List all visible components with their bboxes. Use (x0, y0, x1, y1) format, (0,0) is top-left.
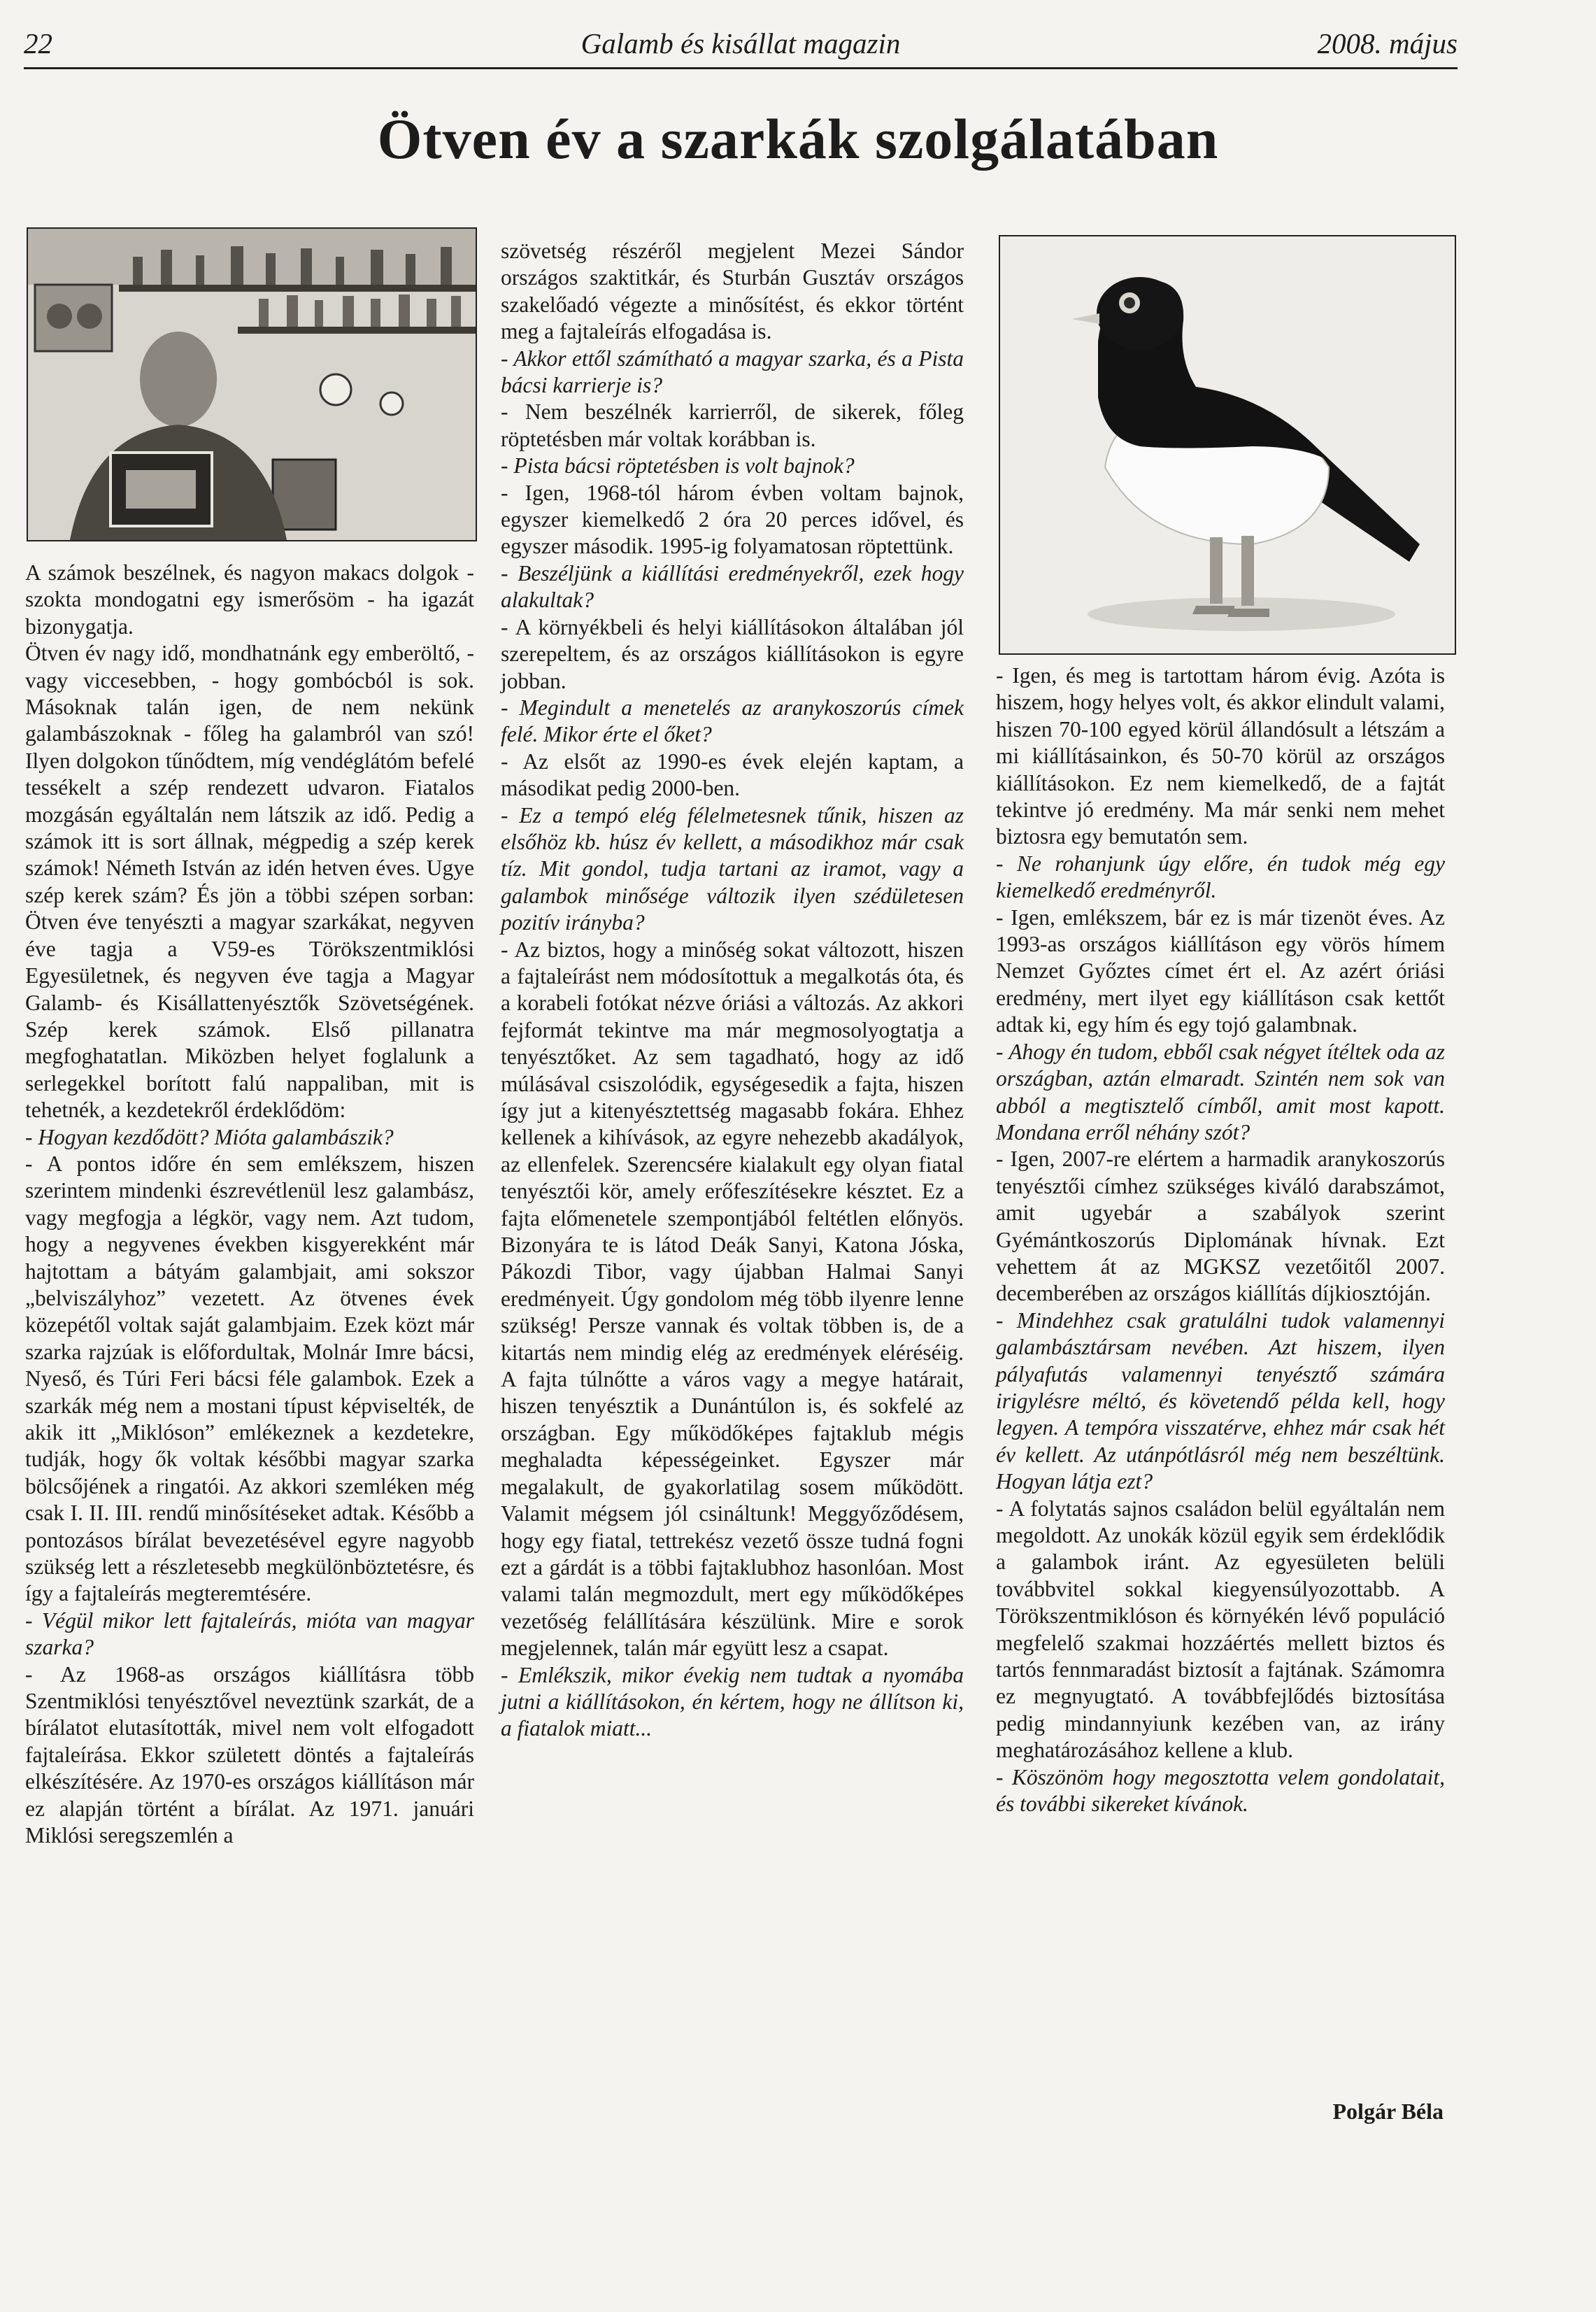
paragraph: - Igen, 1968-tól három évben voltam bajnok, egyszer kiemelkedő 2 óra 20 perces idővel, és egyszer második. 1995-ig folyamatosan röptettünk. (501, 480, 964, 559)
column-1 (25, 560, 474, 1850)
interview-question: - Emlékszik, mikor évekig nem tudtak a nyomába jutni a kiállításokon, én kértem, hogy ne állítson ki, a fiatalok miatt... (501, 1662, 964, 1741)
interview-question: - Beszéljünk a kiállítási eredményekről, ezek hogy alakultak? (501, 560, 964, 613)
page-number: 22 (24, 27, 52, 59)
paragraph: - Az biztos, hogy a minőség sokat változott, hiszen a fajtaleírást nem módosítottuk a megalkotás óta, és a korabeli fotókat nézve óriási a változás. Az akkori fejformát tekintve ma már megmosolyogtatja a tenyésztőket. Az sem tagadható, hogy az idő múlásával csiszolódik, egységesedik a fajta, hiszen így jut a kitenyésztettség magasabb fokára. Ehhez kellenek a kihívások, az egyre nehezebb akadályok, az ellenfelek. Szerencsére kialakult egy olyan fiatal tenyésztői kör, amely erőfeszítésekre késztet. Ez a fajta előmenetele szempontjából feltétlen előnyös. Bizonyára te is látod Deák Sanyi, Katona Jóska, Pákozdi Tibor, vagy újabban Halmai Sanyi eredményeit. Úgy gondolom még több ilyenre lenne szükség! Persze vannak és voltak többen is, de a kitartás nem mindig elég az eredmények eléréséig. A fajta túlnőtte a város vagy a megye határait, hiszen tenyésztik a Dunántúlon is, és sokfelé az országban. Egy működőképes fajtaklub mégis meghaladta képességeinket. Egyszer már megalakult, de gyakorlatilag sosem működött. Valamit mégsem jól csináltunk! Meggyőződésem, hogy egy fiatal, tettrekész vezető össze tudná fogni ezt a gárdát is a többi fajtaklubhoz hasonlóan. Most valami talán megmozdult, mert egy működőképes vezetőség felállítására készülünk. Mire e sorok megjelennek, talán már együtt lesz a csapat. (501, 937, 964, 1661)
paragraph: - A pontos időre én sem emlékszem, hiszen szerintem mindenki észrevétlenül lesz galambász, vagy megfogja a légkör, vagy nem. Azt tudom, hogy a negyvenes években kisgyerekként már hajtottam a bátyám galambjait, ami sokszor „belviszályhoz” vezetett. Az ötvenes évek közepétől voltak saját galambjaim. Ezek közt már szarka rajzúak is előfordultak, Molnár Imre bácsi, Nyeső, és Túri Feri bácsi féle galambok. Ezek a szarkák még nem a mostani típust képviselték, de akik itt „Miklóson” emlékeznek a kezdetekre, tudják, hogy ők voltak későbbi magyar szarka bölcsőjének a ringatói. Az akkori szemléken még csak I. II. III. rendű minősítéseket adtak. Később a pontozásos bírálat bevezetésével egyre nagyobb szükség lett a részletesebb megkülönböztetésre, és így a fajtaleírás megteremtésére. (25, 1151, 474, 1606)
paragraph: - A környékbeli és helyi kiállításokon általában jól szerepeltem, és az országos kiállításokon is egyre jobban. (501, 614, 964, 693)
column-2 (501, 238, 964, 1743)
breeder-photo (27, 227, 477, 541)
paragraph: szövetség részéről megjelent Mezei Sándor országos szaktitkár, és Sturbán Gusztáv országos szakelőadó végezte a minősítést, és ekkor történt meg a fajtaleírás elfogadása is. (501, 239, 964, 344)
pigeon-photo (999, 235, 1456, 655)
interview-question: - Hogyan kezdődött? Mióta galambászik? (25, 1124, 394, 1149)
interview-question: - Megindult a menetelés az aranykoszorús címek felé. Mikor érte el őket? (501, 695, 964, 747)
paragraph: - Igen, emlékszem, bár ez is már tizenöt éves. Az 1993-as országos kiállításon egy vörös hímem Nemzet Győztes címet ért el. Az azért óriási eredmény, mert ilyet egy kiállításon csak kettőt adtak ki, egy hím és egy tojó galambnak. (996, 905, 1445, 1037)
interview-question: - Ahogy én tudom, ebből csak négyet ítéltek oda az országban, aztán elmaradt. Szintén nem sok van abból a megtisztelő címből, amit most kapott. Mondana erről néhány szót? (996, 1039, 1445, 1144)
paragraph: A számok beszélnek, és nagyon makacs dolgok - szokta mondogatni egy ismerősöm - ha igazát bizonygatja. (25, 560, 474, 639)
paragraph: - Igen, és meg is tartottam három évig. Azóta is hiszem, hogy helyes volt, és akkor elindult valami, hiszen 70-100 egyed körül állandósult a létszám a mi kiállításainkon, és 50-70 körül az országos kiállításokon. Ez nem kiemelkedő, de a fajtát tekintve jó eredmény. Ma már senki nem mehet biztosra egy bemutatón sem. (996, 663, 1445, 849)
interview-question: - Akkor ettől számítható a magyar szarka, és a Pista bácsi karrierje is? (501, 346, 964, 398)
interview-question: - Köszönöm hogy megosztotta velem gondolatait, és további sikereket kívánok. (996, 1764, 1445, 1817)
paragraph: - Az elsőt az 1990-es évek elején kaptam, a másodikat pedig 2000-ben. (501, 749, 964, 801)
interview-question: - Ne rohanjunk úgy előre, én tudok még egy kiemelkedő eredményről. (996, 851, 1445, 903)
interview-question: - Mindehhez csak gratulálni tudok valamennyi galambásztársam nevében. Azt hiszem, ilyen pályafutás valamennyi tenyésztő számára irigylésre méltó, és követendő példa kell, hogy legyen. A tempóra visszatérve, ehhez már csak hét év kellett. Az utánpótlásról még nem beszéltünk. Hogyan látja ezt? (996, 1307, 1445, 1494)
interview-question: - Végül mikor lett fajtaleírás, mióta van magyar szarka? (25, 1608, 474, 1660)
paragraph: - Igen, 2007-re elértem a harmadik aranykoszorús tenyésztői címhez szükséges kiváló darabszámot, amit ugyebár a szabályok szerint Gyémántkoszorús Diplomának hívnak. Ezt vehettem át az MGKSZ vezetőitől 2007. decemberében az országos kiállítás díjkiosztóján. (996, 1147, 1445, 1306)
column-3 (996, 662, 1445, 1817)
paragraph: - A folytatás sajnos családon belül egyáltalán nem megoldott. Az unokák közül egyik sem érdeklődik a galambok iránt. Az egyesületen belüli továbbvitel sokkal kiegyensúlyozottabb. A Törökszentmiklóson és környékén lévő populáció megfelelő szakmai hozzáértés mellett biztos és tartós fennmaradást biztosít a fajtának. Számomra ez megnyugtató. A továbbfejlődés biztosítása pedig mindannyiunk kezében van, az irány meghatározásához kellene a klub. (996, 1496, 1445, 1763)
author-signature: Polgár Béla (1332, 2099, 1444, 2124)
page-header (24, 24, 1458, 69)
paragraph: - Nem beszélnék karrierről, de sikerek, főleg röptetésben már voltak korábban is. (501, 399, 964, 451)
paragraph: Ötven év nagy idő, mondhatnánk egy emberöltő, - vagy viccesebben, - hogy gombócból is sok. Másoknak talán igen, de nem nekünk galambászoknak - főleg ha galambról van szó! Ilyen dolgokon tűnődtem, míg vendéglátóm befelé tessékelt a szép rendezett udvaron. Fiatalos mozgásán egyáltalán nem látszik az idő. Pedig a számok itt is sort állnak, mégpedig a szép kerek számok! Németh István az idén hetven éves. Ugye szép kerek szám? És jön a többi szépen sorban: Ötven éve tenyészti a magyar szarkákat, negyven éve tagja a V59-es Törökszentmiklósi Egyesületnek, és negyven éve tagja a Magyar Galamb- és Kisállattenyésztők Szövetségének. Szép kerek számok. Első pillanatra megfoghatatlan. Miközben helyet foglalunk a serlegekkel borított falú nappaliban, mit is tehetnék, a kezdetekről érdeklődöm: (25, 641, 474, 1123)
interview-question: - Ez a tempó elég félelmetesnek tűnik, hiszen az elsőhöz kb. húsz év kellett, a másodikhoz már csak tíz. Mit gondol, tudja tartani az iramot, vagy a galambok minősége változik ilyen szédületesen pozitív irányba? (501, 802, 964, 935)
issue-date: 2008. május (1317, 27, 1458, 59)
interview-question: - Pista bácsi röptetésben is volt bajnok? (501, 453, 855, 478)
article-title: Ötven év a szarkák szolgálatában (377, 107, 1219, 171)
paragraph: - Az 1968-as országos kiállításra több Szentmiklósi tenyésztővel neveztünk szarkát, de a bírálatot elutasították, mivel nem volt elfogadott fajtaleírása. Ekkor született döntés a fajtaleírás elkészítésére. Az 1970-es országos kiállításon már ez alapján történt a bírálat. Az 1971. januári Miklósi seregszemlén a (25, 1661, 474, 1848)
magazine-title: Galamb és kisállat magazin (580, 27, 901, 59)
